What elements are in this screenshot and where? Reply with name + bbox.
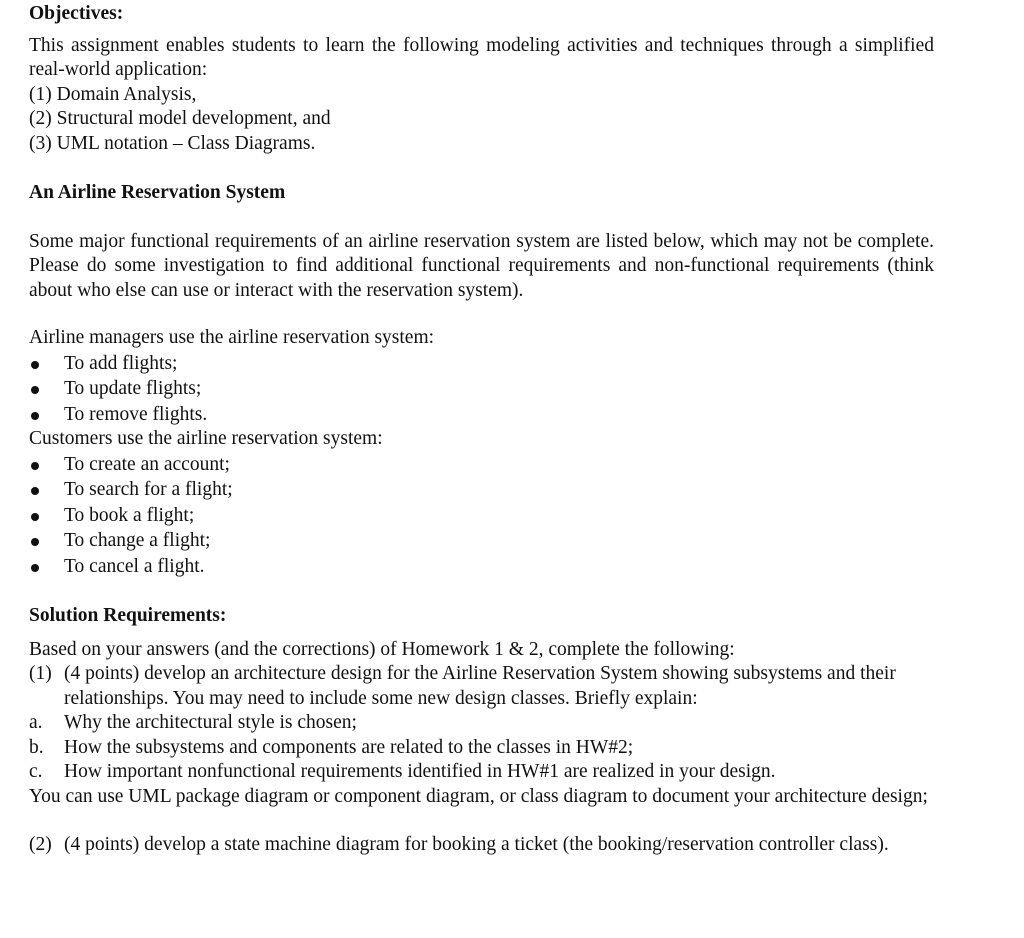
solution-heading: Solution Requirements: <box>29 605 227 626</box>
managers-intro: Airline managers use the airline reservation system: <box>29 327 435 348</box>
requirement-1-text: (4 points) develop an architecture design for the Airline Reservation System showing subsystems and their relationships. You may need to include some new design classes. Briefly explain: <box>64 663 896 709</box>
requirement-2-text: (4 points) develop a state machine diagram for booking a ticket (the booking/reservation controller class). <box>64 834 889 855</box>
requirement-2-marker: (2) <box>29 834 52 855</box>
list-item: To change a flight; <box>29 528 934 554</box>
architecture-note: You can use UML package diagram or component diagram, or class diagram to document your architecture design; <box>29 785 928 807</box>
bullet-icon <box>31 487 39 495</box>
list-item: To create an account; <box>29 452 934 478</box>
bullet-icon <box>31 386 39 394</box>
requirement-1 <box>29 662 934 711</box>
assignment-document <box>29 2 934 858</box>
list-item: To search for a flight; <box>29 477 934 503</box>
list-item: c. How important nonfunctional requirements identified in HW#1 are realized in your design. <box>29 761 776 782</box>
requirement-2 <box>29 833 934 858</box>
bullet-icon <box>31 412 39 420</box>
customers-intro: Customers use the airline reservation system: <box>29 428 383 449</box>
requirement-1-marker: (1) <box>29 663 52 684</box>
bullet-icon <box>31 538 39 546</box>
system-heading: An Airline Reservation System <box>29 182 286 203</box>
objectives-heading: Objectives: <box>29 3 124 24</box>
list-item: To remove flights. <box>29 402 934 428</box>
bullet-icon <box>31 462 39 470</box>
solution-intro: Based on your answers (and the corrections) of Homework 1 & 2, complete the following: <box>29 638 735 660</box>
requirement-1-subitems <box>29 711 934 785</box>
system-description: Some major functional requirements of an airline reservation system are listed below, which may not be complete. Please do some investigation to find additional functional requirements and non-functional requirements (think about who else can use or interact with the reservation system). <box>29 230 934 301</box>
list-item: To book a flight; <box>29 503 934 529</box>
bullet-icon <box>31 361 39 369</box>
list-item: To cancel a flight. <box>29 554 934 580</box>
customer-task-list <box>29 452 934 580</box>
objective-item-2: (2) Structural model development, and <box>29 108 331 129</box>
list-item: b. How the subsystems and components are related to the classes in HW#2; <box>29 736 634 758</box>
list-item: a. Why the architectural style is chosen; <box>29 712 357 733</box>
list-item: To update flights; <box>29 376 934 402</box>
objectives-intro: This assignment enables students to learn the following modeling activities and techniques through a simplified real-world application: <box>29 34 934 80</box>
bullet-icon <box>31 513 39 521</box>
manager-task-list <box>29 351 934 428</box>
list-item: To add flights; <box>29 351 934 377</box>
bullet-icon <box>31 564 39 572</box>
objective-item-3: (3) UML notation – Class Diagrams. <box>29 132 316 154</box>
objective-item-1: (1) Domain Analysis, <box>29 83 197 105</box>
